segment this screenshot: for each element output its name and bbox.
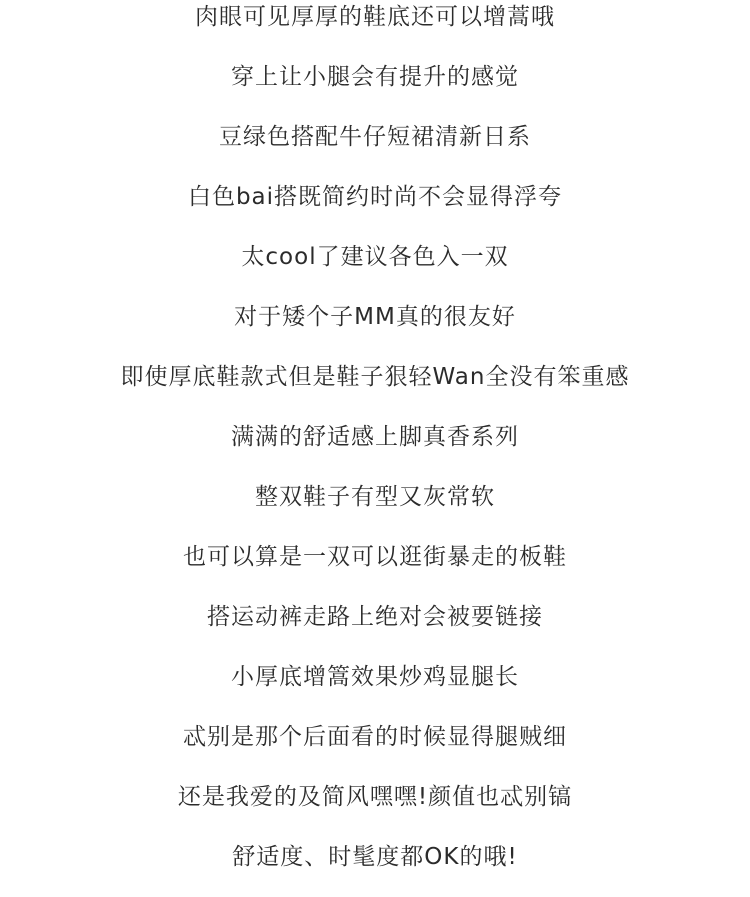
text-line: 白色bai搭既简约时尚不会显得浮夸 — [187, 184, 563, 210]
text-line: 也可以算是一双可以逛街暴走的板鞋 — [183, 544, 567, 570]
text-line: 搭运动裤走路上绝对会被要链接 — [207, 604, 543, 630]
text-line: 还是我爱的及简风嘿嘿!颜值也忒别镐 — [177, 784, 573, 810]
text-line: 穿上让小腿会有提升的感觉 — [231, 64, 519, 90]
text-line: 对于矮个子MM真的很友好 — [234, 304, 516, 330]
text-line: 忒别是那个后面看的时候显得腿贼细 — [183, 724, 567, 750]
text-line: 即使厚底鞋款式但是鞋子狠轻Wan全没有笨重感 — [120, 364, 630, 390]
text-line: 舒适度、时髦度都OK的哦! — [232, 844, 518, 870]
text-line: 豆绿色搭配牛仔短裙清新日系 — [219, 124, 531, 150]
text-line: 整双鞋子有型又灰常软 — [255, 484, 495, 510]
text-line: 满满的舒适感上脚真香系列 — [231, 424, 519, 450]
text-line: 肉眼可见厚厚的鞋底还可以增蒿哦 — [195, 4, 555, 30]
text-line: 小厚底增篙效果炒鸡显腿长 — [231, 664, 519, 690]
text-line: 太cool了建议各色入一双 — [241, 244, 509, 270]
